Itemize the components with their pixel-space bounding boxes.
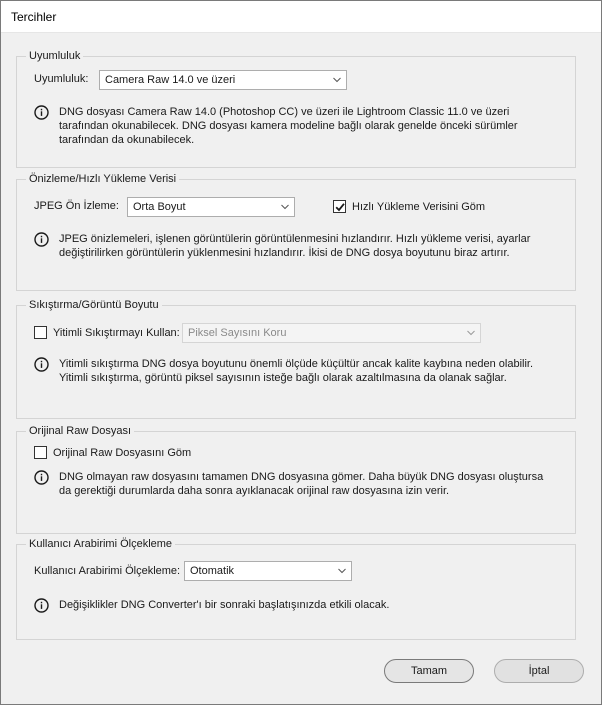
lossy-label: Yitimli Sıkıştırmayı Kullan:	[53, 326, 180, 339]
window-title: Tercihler	[11, 10, 57, 24]
compression-info-text: Yitimli sıkıştırma DNG dosya boyutunu önemli ölçüde küçültür ancak kalite kaybına neden olabilir. Yitimli sıkıştırma, görüntü piksel sayısının isteğe bağlı olarak azaltılmasına da olanak sağlar.	[59, 358, 534, 384]
compatibility-select[interactable]	[99, 70, 347, 90]
chevron-down-icon	[281, 204, 289, 210]
preview-info-text: JPEG önizlemeleri, işlenen görüntülerin görüntülenmesini hızlandırır. Hızlı yükleme verisi, ayarlar değiştirilirken görüntülerin yüklenmesini hızlandırır. İkisi de DNG dosya boyutunu biraz artırır.	[59, 233, 531, 259]
ui-scaling-info-text: Değişiklikler DNG Converter'ı bir sonraki başlatışınızda etkili olacak.	[59, 599, 390, 611]
info-circle-icon	[34, 105, 49, 120]
compression-info	[34, 357, 554, 385]
checkmark-icon	[335, 202, 345, 212]
embed-raw-label: Orijinal Raw Dosyasını Göm	[53, 446, 192, 459]
compatibility-info	[34, 105, 554, 147]
chevron-down-icon	[467, 330, 475, 336]
chevron-down-icon	[333, 77, 341, 83]
lossy-select-value: Piksel Sayısını Koru	[188, 327, 287, 339]
cancel-button[interactable]: İptal	[494, 659, 584, 683]
raw-group	[16, 425, 576, 534]
raw-info	[34, 470, 554, 498]
jpeg-preview-select[interactable]	[127, 197, 295, 217]
info-circle-icon	[34, 598, 49, 613]
fastload-checkbox[interactable]	[333, 200, 346, 213]
compatibility-info-text: DNG dosyası Camera Raw 14.0 (Photoshop CC) ve üzeri ile Lightroom Classic 11.0 ve üzeri tarafından okunabilecek. DNG dosyası kamera modeline bağlı olarak genelde önceki sürümler tarafından da okunabilecek.	[59, 106, 518, 146]
lossy-row[interactable]	[34, 326, 180, 339]
jpeg-preview-select-value: Orta Boyut	[133, 201, 186, 213]
ui-scaling-info	[34, 598, 554, 613]
compatibility-label: Uyumluluk:	[34, 73, 89, 85]
title-bar	[1, 1, 601, 33]
ui-scaling-group	[16, 538, 576, 640]
compatibility-group	[16, 50, 576, 168]
ui-scaling-legend: Kullanıcı Arabirimi Ölçekleme	[26, 537, 175, 551]
info-circle-icon	[34, 232, 49, 247]
jpeg-preview-label: JPEG Ön İzleme:	[34, 200, 119, 212]
compression-group	[16, 299, 576, 419]
lossy-checkbox[interactable]	[34, 326, 47, 339]
fastload-label: Hızlı Yükleme Verisini Göm	[352, 200, 486, 213]
chevron-down-icon	[338, 568, 346, 574]
embed-raw-checkbox[interactable]	[34, 446, 47, 459]
preview-group	[16, 173, 576, 291]
fastload-row[interactable]	[333, 200, 485, 213]
compression-legend: Sıkıştırma/Görüntü Boyutu	[26, 298, 162, 312]
ui-scaling-select-value: Otomatik	[190, 565, 235, 577]
lossy-select[interactable]	[182, 323, 481, 343]
preview-info	[34, 232, 554, 260]
raw-legend: Orijinal Raw Dosyası	[26, 424, 134, 438]
compatibility-select-value: Camera Raw 14.0 ve üzeri	[105, 74, 236, 86]
embed-raw-row[interactable]	[34, 446, 191, 459]
preview-legend: Önizleme/Hızlı Yükleme Verisi	[26, 172, 179, 186]
info-circle-icon	[34, 470, 49, 485]
compatibility-legend: Uyumluluk	[26, 49, 83, 63]
ok-button[interactable]: Tamam	[384, 659, 474, 683]
ui-scaling-label: Kullanıcı Arabirimi Ölçekleme:	[34, 565, 181, 577]
ui-scaling-select[interactable]	[184, 561, 352, 581]
info-circle-icon	[34, 357, 49, 372]
raw-info-text: DNG olmayan raw dosyasını tamamen DNG dosyasına gömer. Daha büyük DNG dosyası oluştursa da gerektiği durumlarda daha sonra ayıklanacak orijinal raw dosyasına izin verir.	[59, 471, 544, 497]
